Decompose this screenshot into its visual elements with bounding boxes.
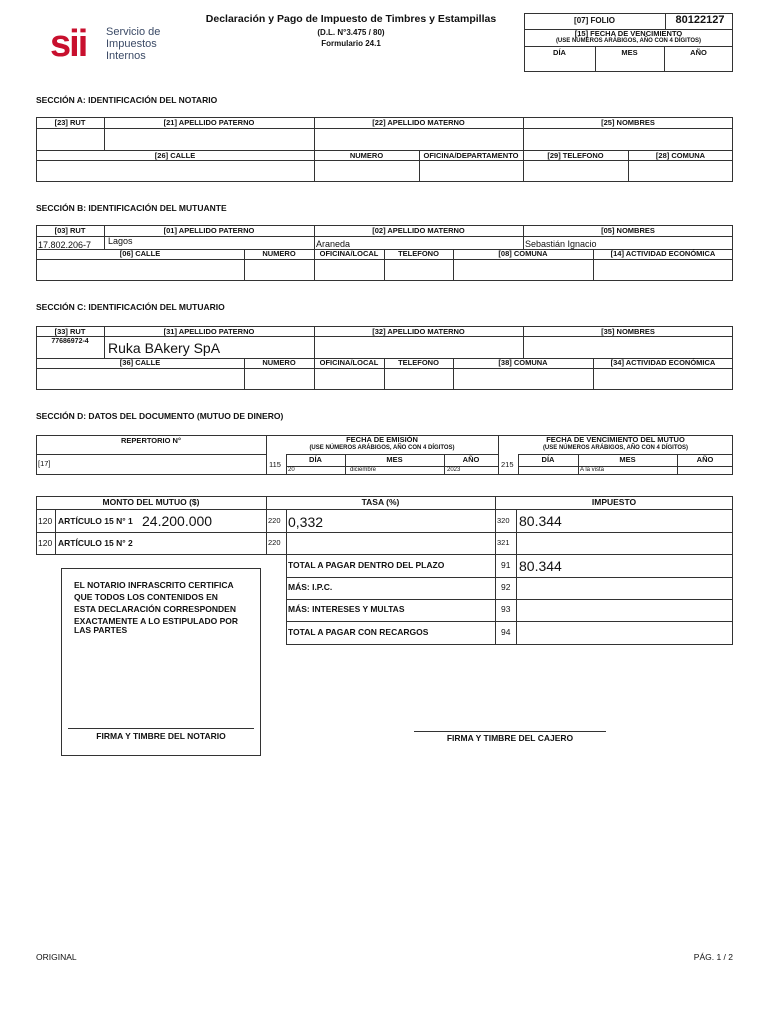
notario-ap-materno-label: [22] APELLIDO MATERNO [372, 118, 465, 127]
code-92: 92 [501, 582, 511, 592]
code-220-b: 220 [268, 538, 281, 547]
mutuario-ap-paterno-label: [31] APELLIDO PATERNO [163, 327, 255, 336]
code-93: 93 [501, 604, 511, 614]
mutuante-actividad-label: [14] ACTIVIDAD ECONÓMICA [610, 249, 716, 258]
section-c-title: SECCIÓN C: IDENTIFICACIÓN DEL MUTUARIO [36, 302, 225, 312]
code-215: 215 [501, 460, 514, 469]
logo-line-3: Internos [106, 50, 146, 62]
fecha-venc-note: (USE NÚMEROS ARÁBIGOS, AÑO CON 4 DÍGITOS) [542, 445, 689, 451]
section-d-title: SECCIÓN D: DATOS DEL DOCUMENTO (MUTUO DE DINERO) [36, 411, 284, 421]
mutuante-nombres-value[interactable]: Sebastián Ignacio [525, 239, 597, 249]
notary-signature-line [68, 728, 254, 729]
notary-text-5: LAS PARTES [74, 625, 128, 635]
form-subtitle: (D.L. N°3.475 / 80) [317, 28, 385, 37]
notario-telefono-label: [29] TELEFONO [547, 151, 604, 160]
art2-label: ARTÍCULO 15 N° 2 [58, 538, 133, 548]
impuesto1-value[interactable]: 80.344 [519, 513, 562, 529]
mutuario-nombres-label: [35] NOMBRES [601, 327, 655, 336]
total-plazo-label: TOTAL A PAGAR DENTRO DEL PLAZO [288, 560, 445, 570]
mutuario-rut-value[interactable]: 77686972-4 [51, 338, 89, 345]
ipc-label: MÁS: I.P.C. [288, 582, 333, 592]
mutuante-nombres-label: [05] NOMBRES [601, 226, 655, 235]
notary-text-1: EL NOTARIO INFRASCRITO CERTIFICA [74, 580, 234, 590]
cashier-signature-line [414, 731, 606, 732]
emision-mes-value[interactable]: diciembre [350, 467, 377, 473]
emision-dia-value[interactable]: 20 [288, 467, 295, 473]
mutuante-ap-paterno-value[interactable]: Lagos [108, 236, 133, 246]
code-320: 320 [497, 516, 510, 525]
notary-text-4: EXACTAMENTE A LO ESTIPULADO POR [74, 616, 239, 626]
mutuario-telefono-label: TELEFONO [398, 358, 439, 367]
notario-nombres-label: [25] NOMBRES [601, 118, 655, 127]
mutuante-numero-label: NUMERO [262, 249, 296, 258]
notario-calle-label: [26] CALLE [154, 151, 196, 160]
mutuario-ap-materno-label: [32] APELLIDO MATERNO [372, 327, 465, 336]
notario-numero-label: NUMERO [349, 151, 384, 160]
footer-original: ORIGINAL [36, 952, 77, 962]
mutuario-actividad-label: [34] ACTIVIDAD ECONÓMICA [610, 358, 716, 367]
monto-header: MONTO DEL MUTUO ($) [102, 497, 200, 507]
venc-dia-label: DÍA [541, 455, 555, 464]
emision-mes-label: MES [386, 455, 403, 464]
mutuario-numero-label: NUMERO [262, 358, 296, 367]
fecha-emision-note: (USE NÚMEROS ARÁBIGOS, AÑO CON 4 DÍGITOS) [309, 445, 455, 451]
due-date-note: (USE NÚMEROS ARÁBIGOS, AÑO CON 4 DÍGITOS) [555, 38, 702, 44]
due-date-label: [15] FECHA DE VENCIMIENTO [574, 29, 683, 38]
mutuante-comuna-label: [08] COMUNA [498, 249, 548, 258]
code-120-b: 120 [38, 538, 53, 548]
monto1-value[interactable]: 24.200.000 [142, 513, 213, 529]
mutuante-oficina-label: OFICINA/LOCAL [319, 249, 379, 258]
code-115: 115 [269, 460, 281, 469]
code-120-a: 120 [38, 516, 53, 526]
mutuante-ap-paterno-label: [01] APELLIDO PATERNO [163, 226, 255, 235]
mutuante-ap-materno-value[interactable]: Araneda [316, 239, 351, 249]
venc-mes-label: MES [619, 455, 636, 464]
impuesto-header: IMPUESTO [591, 497, 637, 507]
notary-text-2: QUE TODOS LOS CONTENIDOS EN [74, 592, 218, 602]
notario-comuna-label: [28] COMUNA [655, 151, 706, 160]
mutuante-rut-label: [03] RUT [54, 226, 86, 235]
section-b-title: SECCIÓN B: IDENTIFICACIÓN DEL MUTUANTE [36, 203, 227, 213]
notario-rut-label: [23] RUT [54, 118, 86, 127]
fecha-emision-label: FECHA DE EMISIÓN [346, 435, 418, 444]
code-94: 94 [501, 627, 511, 637]
folio-number: 80122127 [675, 14, 725, 26]
repertorio-label: REPERTORIO N° [121, 436, 181, 445]
venc-ano-label: AÑO [696, 455, 714, 464]
notario-ap-paterno-label: [21] APELLIDO PATERNO [163, 118, 255, 127]
footer-page: PÁG. 1 / 2 [693, 952, 733, 962]
code-220-a: 220 [268, 516, 281, 525]
form-number: Formulario 24.1 [321, 39, 381, 48]
code-17: [17] [38, 459, 51, 468]
tasa1-value[interactable]: 0,332 [288, 514, 324, 530]
mutuante-telefono-label: TELEFONO [398, 249, 439, 258]
code-91: 91 [501, 560, 511, 570]
emision-ano-value[interactable]: 2023 [447, 467, 461, 473]
mutuario-comuna-label: [38] COMUNA [498, 358, 548, 367]
mutuario-oficina-label: OFICINA/LOCAL [319, 358, 379, 367]
venc-value[interactable]: A la vista [580, 467, 605, 473]
mutuario-name-value[interactable]: Ruka BAkery SpA [108, 340, 221, 356]
intereses-label: MÁS: INTERESES Y MULTAS [288, 604, 405, 614]
folio-label: [07] FOLIO [574, 16, 615, 25]
total-plazo-value[interactable]: 80.344 [519, 558, 562, 574]
section-a-title: SECCIÓN A: IDENTIFICACIÓN DEL NOTARIO [36, 95, 218, 105]
code-321: 321 [497, 538, 510, 547]
logo-mark: sii [50, 23, 87, 65]
tasa-header: TASA (%) [361, 497, 400, 507]
sii-logo [48, 18, 174, 68]
due-dia-label: DÍA [553, 48, 566, 57]
art1-label: ARTÍCULO 15 N° 1 [58, 516, 133, 526]
mutuante-rut-value[interactable]: 17.802.206-7 [38, 240, 92, 250]
mutuario-rut-label: [33] RUT [54, 327, 86, 336]
mutuante-calle-label: [06] CALLE [119, 249, 161, 258]
mutuante-ap-materno-label: [02] APELLIDO MATERNO [372, 226, 465, 235]
due-ano-label: AÑO [690, 48, 707, 57]
logo-line-1: Servicio de [106, 26, 161, 38]
notario-oficina-label: OFICINA/DEPARTAMENTO [423, 151, 519, 160]
fecha-venc-label: FECHA DE VENCIMIENTO DEL MUTUO [546, 435, 685, 444]
due-mes-label: MES [621, 48, 638, 57]
notary-signature-label: FIRMA Y TIMBRE DEL NOTARIO [96, 731, 226, 741]
total-recargos-label: TOTAL A PAGAR CON RECARGOS [288, 627, 429, 637]
emision-ano-label: AÑO [462, 455, 480, 464]
logo-line-2: Impuestos [106, 38, 157, 50]
mutuario-calle-label: [36] CALLE [119, 358, 161, 367]
emision-dia-label: DÍA [309, 455, 322, 464]
form-title: Declaración y Pago de Impuesto de Timbres y Estampillas [205, 13, 497, 25]
cashier-signature-label: FIRMA Y TIMBRE DEL CAJERO [446, 733, 574, 743]
notary-text-3: ESTA DECLARACIÓN CORRESPONDEN [74, 604, 236, 614]
